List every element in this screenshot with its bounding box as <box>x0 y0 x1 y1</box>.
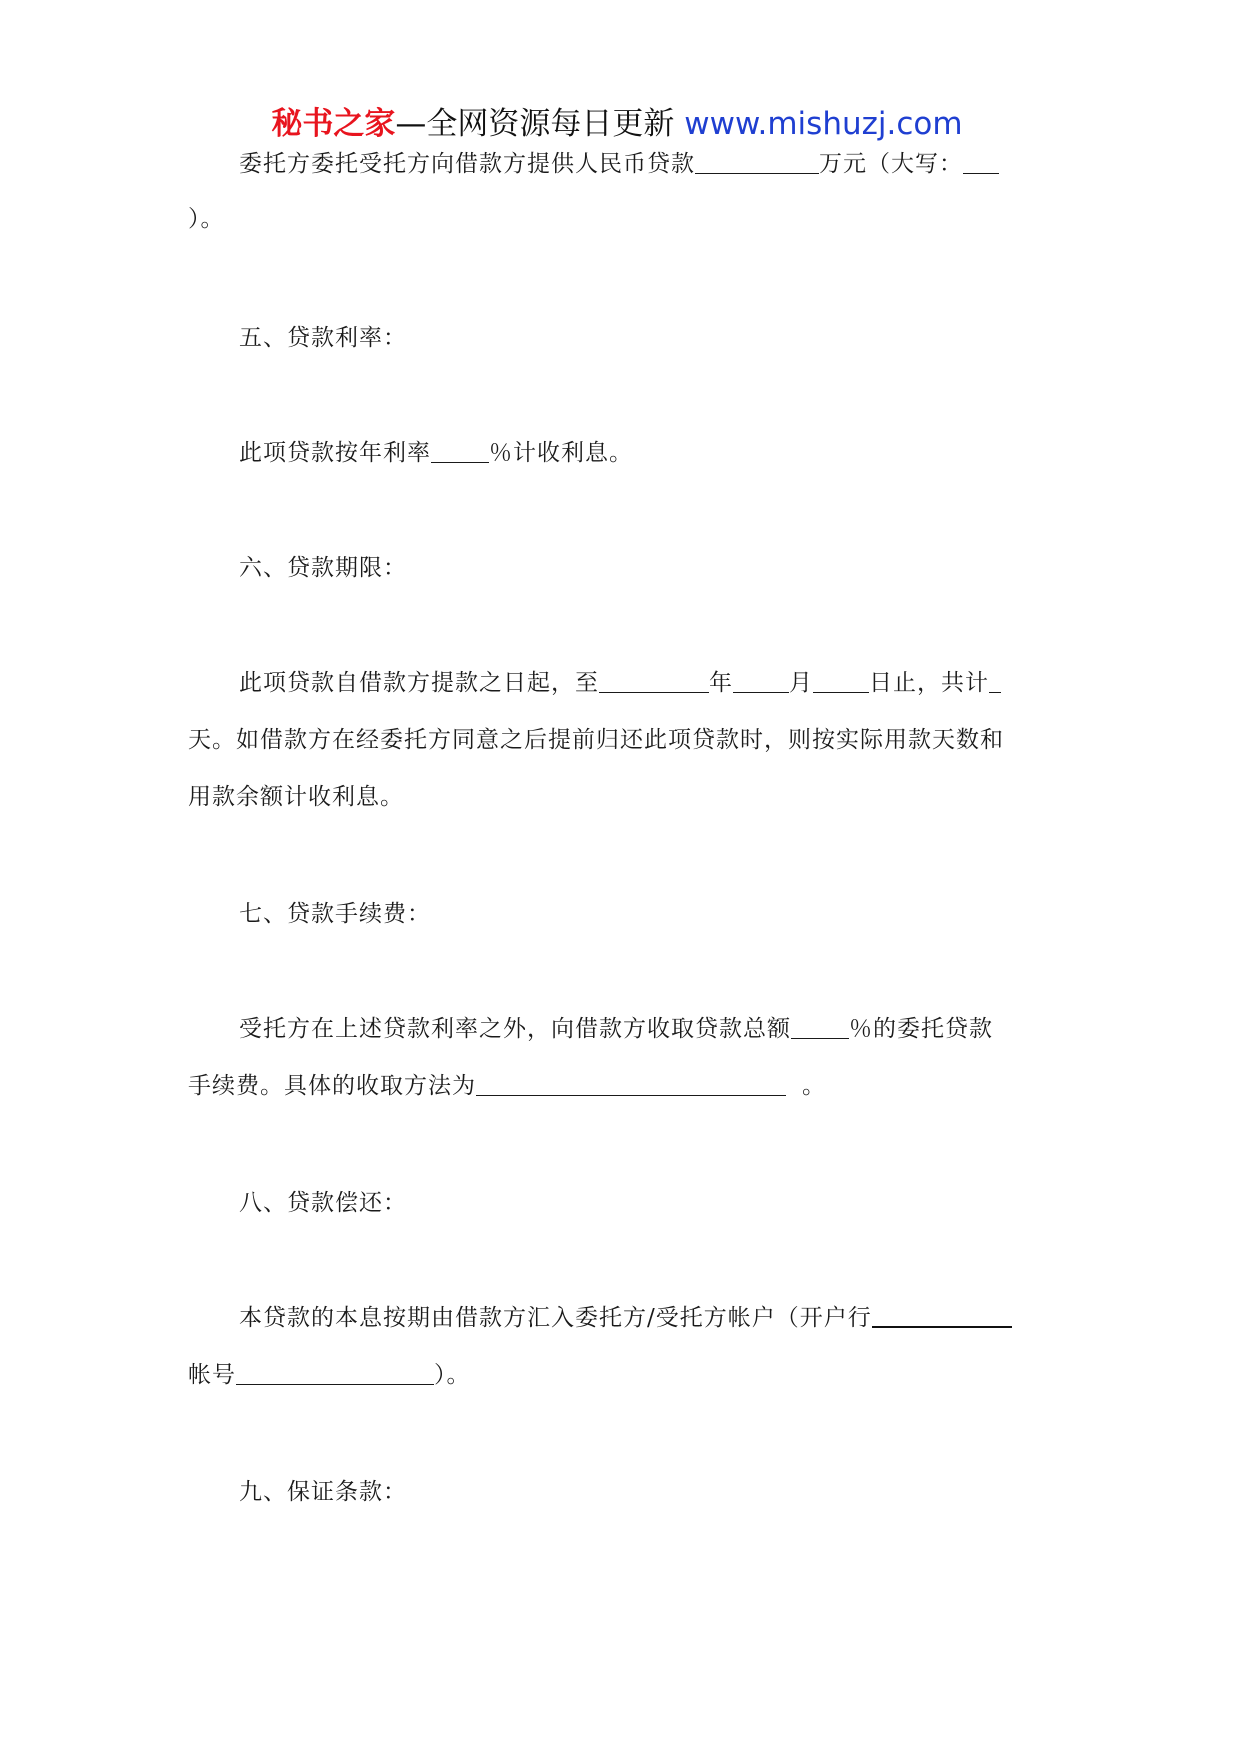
section-9-heading: 九、保证条款： <box>239 1479 407 1505</box>
year-blank <box>599 668 709 693</box>
loan-term-line-3: 用款余额计收利息。 <box>188 784 404 810</box>
repayment-line-1: 本贷款的本息按期由借款方汇入委托方/受托方帐户（开户行 <box>239 1302 1012 1334</box>
loan-amount-line-1: 委托方委托受托方向借款方提供人民币贷款 万元（大写： <box>239 148 999 180</box>
section-8-heading: 八、贷款偿还： <box>239 1190 407 1216</box>
site-tagline: —全网资源每日更新 <box>395 106 675 142</box>
site-url[interactable]: www.mishuzj.com <box>684 106 963 142</box>
bank-name-blank <box>872 1302 1012 1328</box>
account-number-blank <box>236 1360 434 1385</box>
site-brand: 秘书之家 <box>271 106 396 142</box>
loan-term-line-2: 天。如借款方在经委托方同意之后提前归还此项贷款时，则按实际用款天数和 <box>188 727 1004 753</box>
amount-uppercase-blank <box>963 149 999 174</box>
days-blank <box>989 668 1001 693</box>
repayment-line-2: 帐号 ）。 <box>188 1362 471 1388</box>
section-6-heading: 六、贷款期限： <box>239 555 407 581</box>
loan-term-line-1: 此项贷款自借款方提款之日起，至 年 月 日止，共计 <box>239 667 1001 699</box>
section-5-heading: 五、贷款利率： <box>239 325 407 351</box>
site-watermark-header <box>0 104 1234 144</box>
amount-blank <box>695 149 819 174</box>
fee-line-1: 受托方在上述贷款利率之外，向借款方收取贷款总额 ％的委托贷款 <box>239 1016 993 1042</box>
interest-rate-blank <box>431 438 489 463</box>
day-blank <box>813 668 869 693</box>
loan-amount-line-2: ）。 <box>188 206 225 232</box>
fee-line-2: 手续费。具体的收取方法为 。 <box>188 1073 826 1099</box>
month-blank <box>733 668 789 693</box>
fee-percent-blank <box>791 1014 849 1039</box>
fee-method-blank <box>476 1071 786 1096</box>
interest-rate-line: 此项贷款按年利率 ％计收利息。 <box>239 440 633 466</box>
section-7-heading: 七、贷款手续费： <box>239 901 431 927</box>
